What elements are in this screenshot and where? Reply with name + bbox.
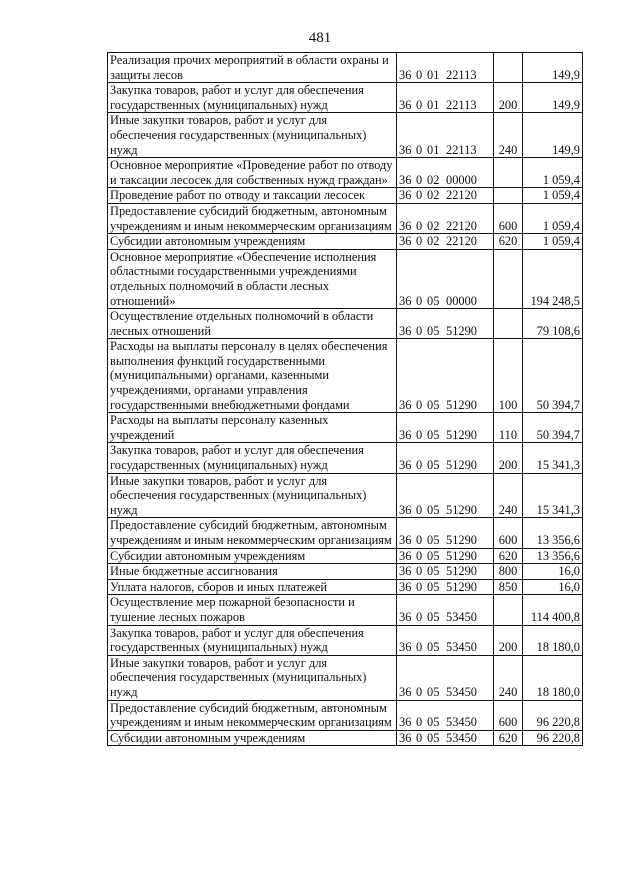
subprogram-code: 0 <box>416 458 423 473</box>
event-code: 05 <box>427 323 440 338</box>
event-code: 05 <box>427 640 440 655</box>
subprogram-code: 0 <box>416 172 423 187</box>
table-row <box>108 188 583 204</box>
subprogram-code: 0 <box>416 730 423 745</box>
program-code: 36 <box>399 564 412 579</box>
subprogram-code: 0 <box>416 142 423 157</box>
direction-code: 51290 <box>446 533 477 547</box>
amount-cell: 13 356,6 <box>523 548 583 564</box>
program-code: 36 <box>399 548 412 563</box>
expense-name-cell: Предоставление субсидий бюджетным, автономным учреждениям и иным некоммерческим организациям <box>108 700 397 730</box>
expense-type-cell: 240 <box>494 655 523 700</box>
amount-cell: 1 059,4 <box>523 188 583 204</box>
program-code: 36 <box>399 684 412 699</box>
amount-cell: 13 356,6 <box>523 518 583 548</box>
table-row <box>108 625 583 655</box>
direction-code: 53450 <box>446 684 477 699</box>
amount-cell: 96 220,8 <box>523 730 583 746</box>
subprogram-code: 0 <box>416 684 423 699</box>
target-article-code-cell <box>397 113 494 158</box>
target-article-code-cell <box>397 700 494 730</box>
direction-code: 53450 <box>446 609 477 624</box>
program-code: 36 <box>399 609 412 624</box>
event-code: 01 <box>427 97 440 112</box>
target-article-code-cell <box>397 625 494 655</box>
amount-cell: 1 059,4 <box>523 203 583 233</box>
direction-code: 22120 <box>446 218 477 233</box>
subprogram-code: 0 <box>416 533 423 547</box>
expense-type-cell: 240 <box>494 113 523 158</box>
subprogram-code: 0 <box>416 579 423 594</box>
table-row <box>108 595 583 625</box>
event-code: 05 <box>427 548 440 563</box>
expense-name-cell: Закупка товаров, работ и услуг для обеспечения государственных (муниципальных) нужд <box>108 625 397 655</box>
direction-code: 22113 <box>446 97 477 112</box>
target-article-code-cell <box>397 339 494 413</box>
table-row <box>108 339 583 413</box>
program-code: 36 <box>399 234 412 249</box>
target-article-code-cell <box>397 730 494 746</box>
expense-type-cell: 100 <box>494 339 523 413</box>
expense-type-cell: 620 <box>494 234 523 250</box>
program-code: 36 <box>399 293 412 308</box>
program-code: 36 <box>399 397 412 412</box>
table-row <box>108 700 583 730</box>
expense-name-cell: Закупка товаров, работ и услуг для обеспечения государственных (муниципальных) нужд <box>108 443 397 473</box>
event-code: 02 <box>427 234 440 249</box>
expense-name-cell: Уплата налогов, сборов и иных платежей <box>108 579 397 595</box>
target-article-code-cell <box>397 564 494 580</box>
target-article-code-cell <box>397 595 494 625</box>
amount-cell: 79 108,6 <box>523 309 583 339</box>
target-article-code-cell <box>397 473 494 518</box>
amount-cell: 114 400,8 <box>523 595 583 625</box>
direction-code: 53450 <box>446 715 477 730</box>
direction-code: 00000 <box>446 293 477 308</box>
direction-code: 51290 <box>446 502 477 517</box>
expense-type-cell: 850 <box>494 579 523 595</box>
event-code: 05 <box>427 715 440 730</box>
amount-cell: 16,0 <box>523 564 583 580</box>
program-code: 36 <box>399 715 412 730</box>
direction-code: 51290 <box>446 397 477 412</box>
amount-cell: 194 248,5 <box>523 249 583 308</box>
expense-type-cell: 200 <box>494 83 523 113</box>
expense-type-cell: 620 <box>494 548 523 564</box>
expense-name-cell: Расходы на выплаты персоналу казенных учреждений <box>108 413 397 443</box>
program-code: 36 <box>399 218 412 233</box>
expense-type-cell <box>494 309 523 339</box>
direction-code: 22120 <box>446 234 477 249</box>
expense-type-cell: 600 <box>494 700 523 730</box>
amount-cell: 149,9 <box>523 83 583 113</box>
program-code: 36 <box>399 730 412 745</box>
target-article-code-cell <box>397 203 494 233</box>
direction-code: 51290 <box>446 323 477 338</box>
amount-cell: 15 341,3 <box>523 443 583 473</box>
expense-name-cell: Предоставление субсидий бюджетным, автономным учреждениям и иным некоммерческим организациям <box>108 518 397 548</box>
target-article-code-cell <box>397 188 494 204</box>
amount-cell: 15 341,3 <box>523 473 583 518</box>
event-code: 05 <box>427 533 440 547</box>
expense-type-cell: 600 <box>494 203 523 233</box>
program-code: 36 <box>399 533 412 547</box>
target-article-code-cell <box>397 579 494 595</box>
event-code: 05 <box>427 458 440 473</box>
program-code: 36 <box>399 427 412 442</box>
subprogram-code: 0 <box>416 564 423 579</box>
table-row <box>108 548 583 564</box>
target-article-code-cell <box>397 83 494 113</box>
target-article-code-cell <box>397 309 494 339</box>
direction-code: 22120 <box>446 188 477 203</box>
direction-code: 51290 <box>446 458 477 473</box>
subprogram-code: 0 <box>416 427 423 442</box>
amount-cell: 16,0 <box>523 579 583 595</box>
table-row <box>108 113 583 158</box>
target-article-code-cell <box>397 158 494 188</box>
expense-name-cell: Осуществление отдельных полномочий в области лесных отношений <box>108 309 397 339</box>
amount-cell: 1 059,4 <box>523 158 583 188</box>
expense-name-cell: Закупка товаров, работ и услуг для обеспечения государственных (муниципальных) нужд <box>108 83 397 113</box>
table-row <box>108 413 583 443</box>
expense-type-cell <box>494 188 523 204</box>
direction-code: 22113 <box>446 67 477 82</box>
expense-type-cell: 200 <box>494 443 523 473</box>
expense-type-cell <box>494 53 523 83</box>
target-article-code-cell <box>397 53 494 83</box>
table-row <box>108 53 583 83</box>
event-code: 01 <box>427 67 440 82</box>
event-code: 05 <box>427 502 440 517</box>
amount-cell: 149,9 <box>523 113 583 158</box>
expense-name-cell: Проведение работ по отводу и таксации лесосек <box>108 188 397 204</box>
target-article-code-cell <box>397 413 494 443</box>
amount-cell: 18 180,0 <box>523 625 583 655</box>
program-code: 36 <box>399 502 412 517</box>
expense-type-cell <box>494 158 523 188</box>
program-code: 36 <box>399 97 412 112</box>
table-row <box>108 203 583 233</box>
expense-name-cell: Иные закупки товаров, работ и услуг для обеспечения государственных (муниципальных) нужд <box>108 655 397 700</box>
table-row <box>108 158 583 188</box>
direction-code: 00000 <box>446 172 477 187</box>
expense-type-cell <box>494 249 523 308</box>
table-row <box>108 443 583 473</box>
subprogram-code: 0 <box>416 548 423 563</box>
expense-type-cell: 110 <box>494 413 523 443</box>
expense-name-cell: Основное мероприятие «Обеспечение исполнения областными государственными учреждениями отдельных полномочий в области лесных отношений» <box>108 249 397 308</box>
expense-name-cell: Иные закупки товаров, работ и услуг для обеспечения государственных (муниципальных) нужд <box>108 113 397 158</box>
subprogram-code: 0 <box>416 293 423 308</box>
table-row <box>108 579 583 595</box>
program-code: 36 <box>399 323 412 338</box>
event-code: 05 <box>427 564 440 579</box>
event-code: 02 <box>427 218 440 233</box>
direction-code: 51290 <box>446 427 477 442</box>
expense-name-cell: Иные бюджетные ассигнования <box>108 564 397 580</box>
program-code: 36 <box>399 579 412 594</box>
expense-type-cell: 200 <box>494 625 523 655</box>
expense-name-cell: Субсидии автономным учреждениям <box>108 234 397 250</box>
direction-code: 53450 <box>446 640 477 655</box>
program-code: 36 <box>399 172 412 187</box>
expense-type-cell: 800 <box>494 564 523 580</box>
table-row <box>108 730 583 746</box>
event-code: 05 <box>427 684 440 699</box>
target-article-code-cell <box>397 655 494 700</box>
subprogram-code: 0 <box>416 188 423 203</box>
subprogram-code: 0 <box>416 715 423 730</box>
table-row <box>108 655 583 700</box>
expense-name-cell: Реализация прочих мероприятий в области охраны и защиты лесов <box>108 53 397 83</box>
subprogram-code: 0 <box>416 502 423 517</box>
expense-name-cell: Субсидии автономным учреждениям <box>108 548 397 564</box>
program-code: 36 <box>399 67 412 82</box>
expense-type-cell: 600 <box>494 518 523 548</box>
expense-name-cell: Основное мероприятие «Проведение работ по отводу и таксации лесосек для собственных нужд граждан» <box>108 158 397 188</box>
table-row <box>108 518 583 548</box>
amount-cell: 1 059,4 <box>523 234 583 250</box>
expense-name-cell: Расходы на выплаты персоналу в целях обеспечения выполнения функций государственными (муниципальными) органами, казенными учреждениями, органами управления государственными внебюджетными фондами <box>108 339 397 413</box>
event-code: 05 <box>427 730 440 745</box>
budget-table-body <box>108 53 583 746</box>
event-code: 05 <box>427 427 440 442</box>
amount-cell: 50 394,7 <box>523 339 583 413</box>
expense-type-cell: 240 <box>494 473 523 518</box>
amount-cell: 50 394,7 <box>523 413 583 443</box>
event-code: 02 <box>427 172 440 187</box>
event-code: 05 <box>427 397 440 412</box>
expense-name-cell: Осуществление мер пожарной безопасности и тушение лесных пожаров <box>108 595 397 625</box>
direction-code: 22113 <box>446 142 477 157</box>
table-row <box>108 473 583 518</box>
subprogram-code: 0 <box>416 67 423 82</box>
expense-name-cell: Иные закупки товаров, работ и услуг для обеспечения государственных (муниципальных) нужд <box>108 473 397 518</box>
event-code: 05 <box>427 579 440 594</box>
expense-type-cell: 620 <box>494 730 523 746</box>
subprogram-code: 0 <box>416 234 423 249</box>
page-number: 481 <box>308 30 332 46</box>
direction-code: 51290 <box>446 564 477 579</box>
program-code: 36 <box>399 640 412 655</box>
table-row <box>108 564 583 580</box>
table-row <box>108 83 583 113</box>
amount-cell: 149,9 <box>523 53 583 83</box>
target-article-code-cell <box>397 548 494 564</box>
amount-cell: 18 180,0 <box>523 655 583 700</box>
program-code: 36 <box>399 188 412 203</box>
subprogram-code: 0 <box>416 397 423 412</box>
expense-name-cell: Предоставление субсидий бюджетным, автономным учреждениям и иным некоммерческим организациям <box>108 203 397 233</box>
target-article-code-cell <box>397 443 494 473</box>
table-row <box>108 249 583 308</box>
event-code: 02 <box>427 188 440 203</box>
subprogram-code: 0 <box>416 323 423 338</box>
direction-code: 51290 <box>446 579 477 594</box>
event-code: 05 <box>427 609 440 624</box>
program-code: 36 <box>399 458 412 473</box>
target-article-code-cell <box>397 518 494 548</box>
expense-type-cell <box>494 595 523 625</box>
target-article-code-cell <box>397 249 494 308</box>
subprogram-code: 0 <box>416 640 423 655</box>
direction-code: 51290 <box>446 548 477 563</box>
subprogram-code: 0 <box>416 218 423 233</box>
direction-code: 53450 <box>446 730 477 745</box>
event-code: 05 <box>427 293 440 308</box>
expense-name-cell: Субсидии автономным учреждениям <box>108 730 397 746</box>
target-article-code-cell <box>397 234 494 250</box>
table-row <box>108 309 583 339</box>
table-row <box>108 234 583 250</box>
budget-table <box>107 52 583 746</box>
event-code: 01 <box>427 142 440 157</box>
program-code: 36 <box>399 142 412 157</box>
amount-cell: 96 220,8 <box>523 700 583 730</box>
subprogram-code: 0 <box>416 97 423 112</box>
subprogram-code: 0 <box>416 609 423 624</box>
